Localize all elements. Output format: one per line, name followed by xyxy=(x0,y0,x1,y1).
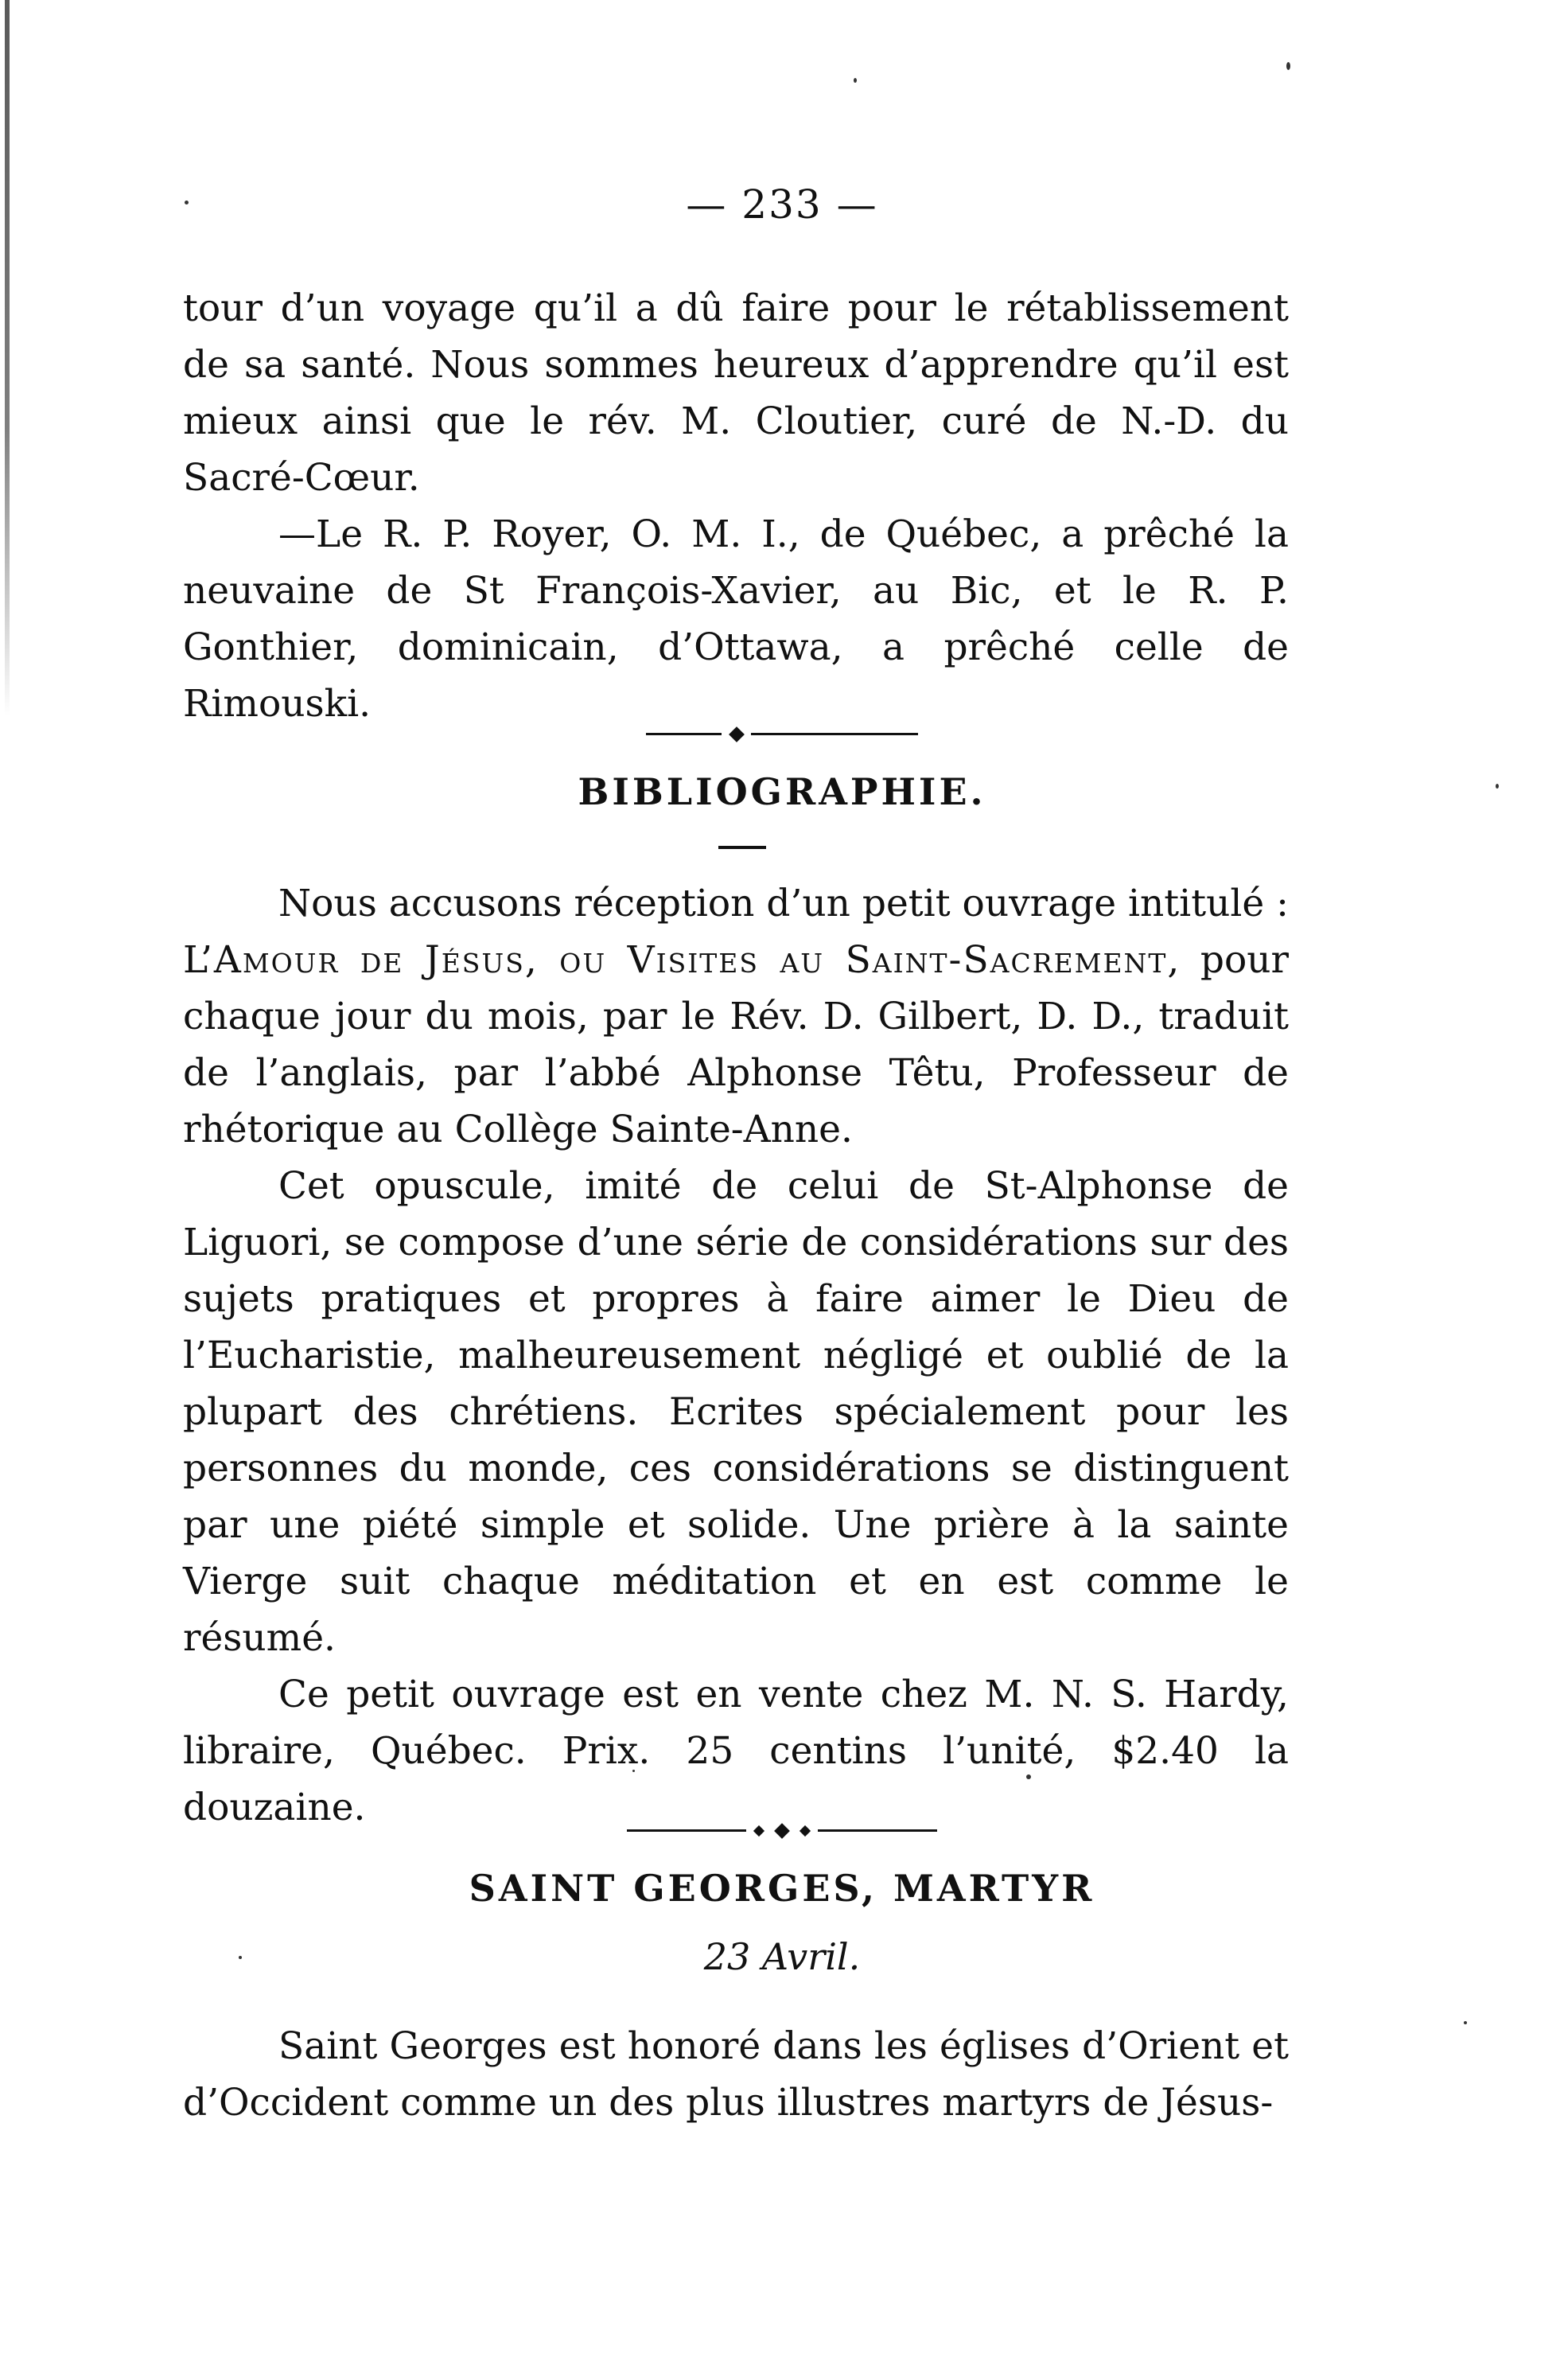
book-title: L’Amour de Jésus, ou Visites au Saint-Sacrement, xyxy=(183,938,1181,982)
top-paragraph: tour d’un voyage qu’il a dû faire pour le rétablissement de sa santé. Nous sommes heureux d’apprendre qu’il est mieux ainsi que le rév. M. Cloutier, curé de N.-D. du Sacré-Cœur. xyxy=(183,286,1289,500)
section-separator xyxy=(0,1822,1564,1837)
page-number: — 233 — xyxy=(686,181,878,228)
scan-speck xyxy=(854,78,857,83)
saint-georges-paragraph: Saint Georges est honoré dans les églises d’Orient et d’Occident comme un des plus illustres martyrs de Jésus- xyxy=(183,2024,1289,2125)
bibliographie-heading: BIBLIOGRAPHIE. xyxy=(578,770,986,813)
bibliographie-paragraph-3: Ce petit ouvrage est en vente chez M. N. S. Hardy, libraire, Québec. Prix. 25 centins l’unité, $2.40 la douzaine. xyxy=(183,1673,1289,1829)
heading-rule xyxy=(718,846,766,849)
scan-speck xyxy=(1464,2021,1467,2024)
bibliographie-block xyxy=(183,875,1289,1836)
bibliographie-paragraph-2: Cet opuscule, imité de celui de St-Alphonse de Liguori, se compose d’une série de considérations sur des sujets pratiques et propres à faire aimer le Dieu de l’Eucharistie, malheureusement négligé et oublié de la plupart des chrétiens. Ecrites spécialement pour les personnes du monde, ces considérations se distinguent par une piété simple et solide. Une prière à la sainte Vierge suit chaque méditation et en est comme le résumé. xyxy=(183,1164,1289,1660)
scan-edge-shadow xyxy=(5,0,10,716)
scan-speck xyxy=(1286,62,1290,70)
section-separator xyxy=(0,726,1564,741)
royer-paragraph: —Le R. P. Royer, O. M. I., de Québec, a prêché la neuvaine de St François-Xavier, au Bic, et le R. P. Gonthier, dominicain, d’Ottawa, a prêché celle de Rimouski. xyxy=(183,512,1289,726)
bibliographie-intro: Nous accusons réception d’un petit ouvrage intitulé : xyxy=(278,882,1289,925)
saint-georges-block xyxy=(183,2018,1289,2131)
feast-date-text: 23 Avril. xyxy=(703,1935,861,1978)
bibliographie-paragraph-1 xyxy=(183,875,1289,1158)
bibliographie-details: pour chaque jour du mois, par le Rév. D. Gilbert, D. D., traduit de l’anglais, par l’abbé Alphonse Têtu, Professeur de rhétorique au Collège Sainte-Anne. xyxy=(183,938,1289,1151)
saint-georges-heading: SAINT GEORGES, MARTYR xyxy=(469,1867,1095,1910)
top-paragraph-block xyxy=(183,280,1289,732)
feast-date xyxy=(0,1935,1564,1978)
